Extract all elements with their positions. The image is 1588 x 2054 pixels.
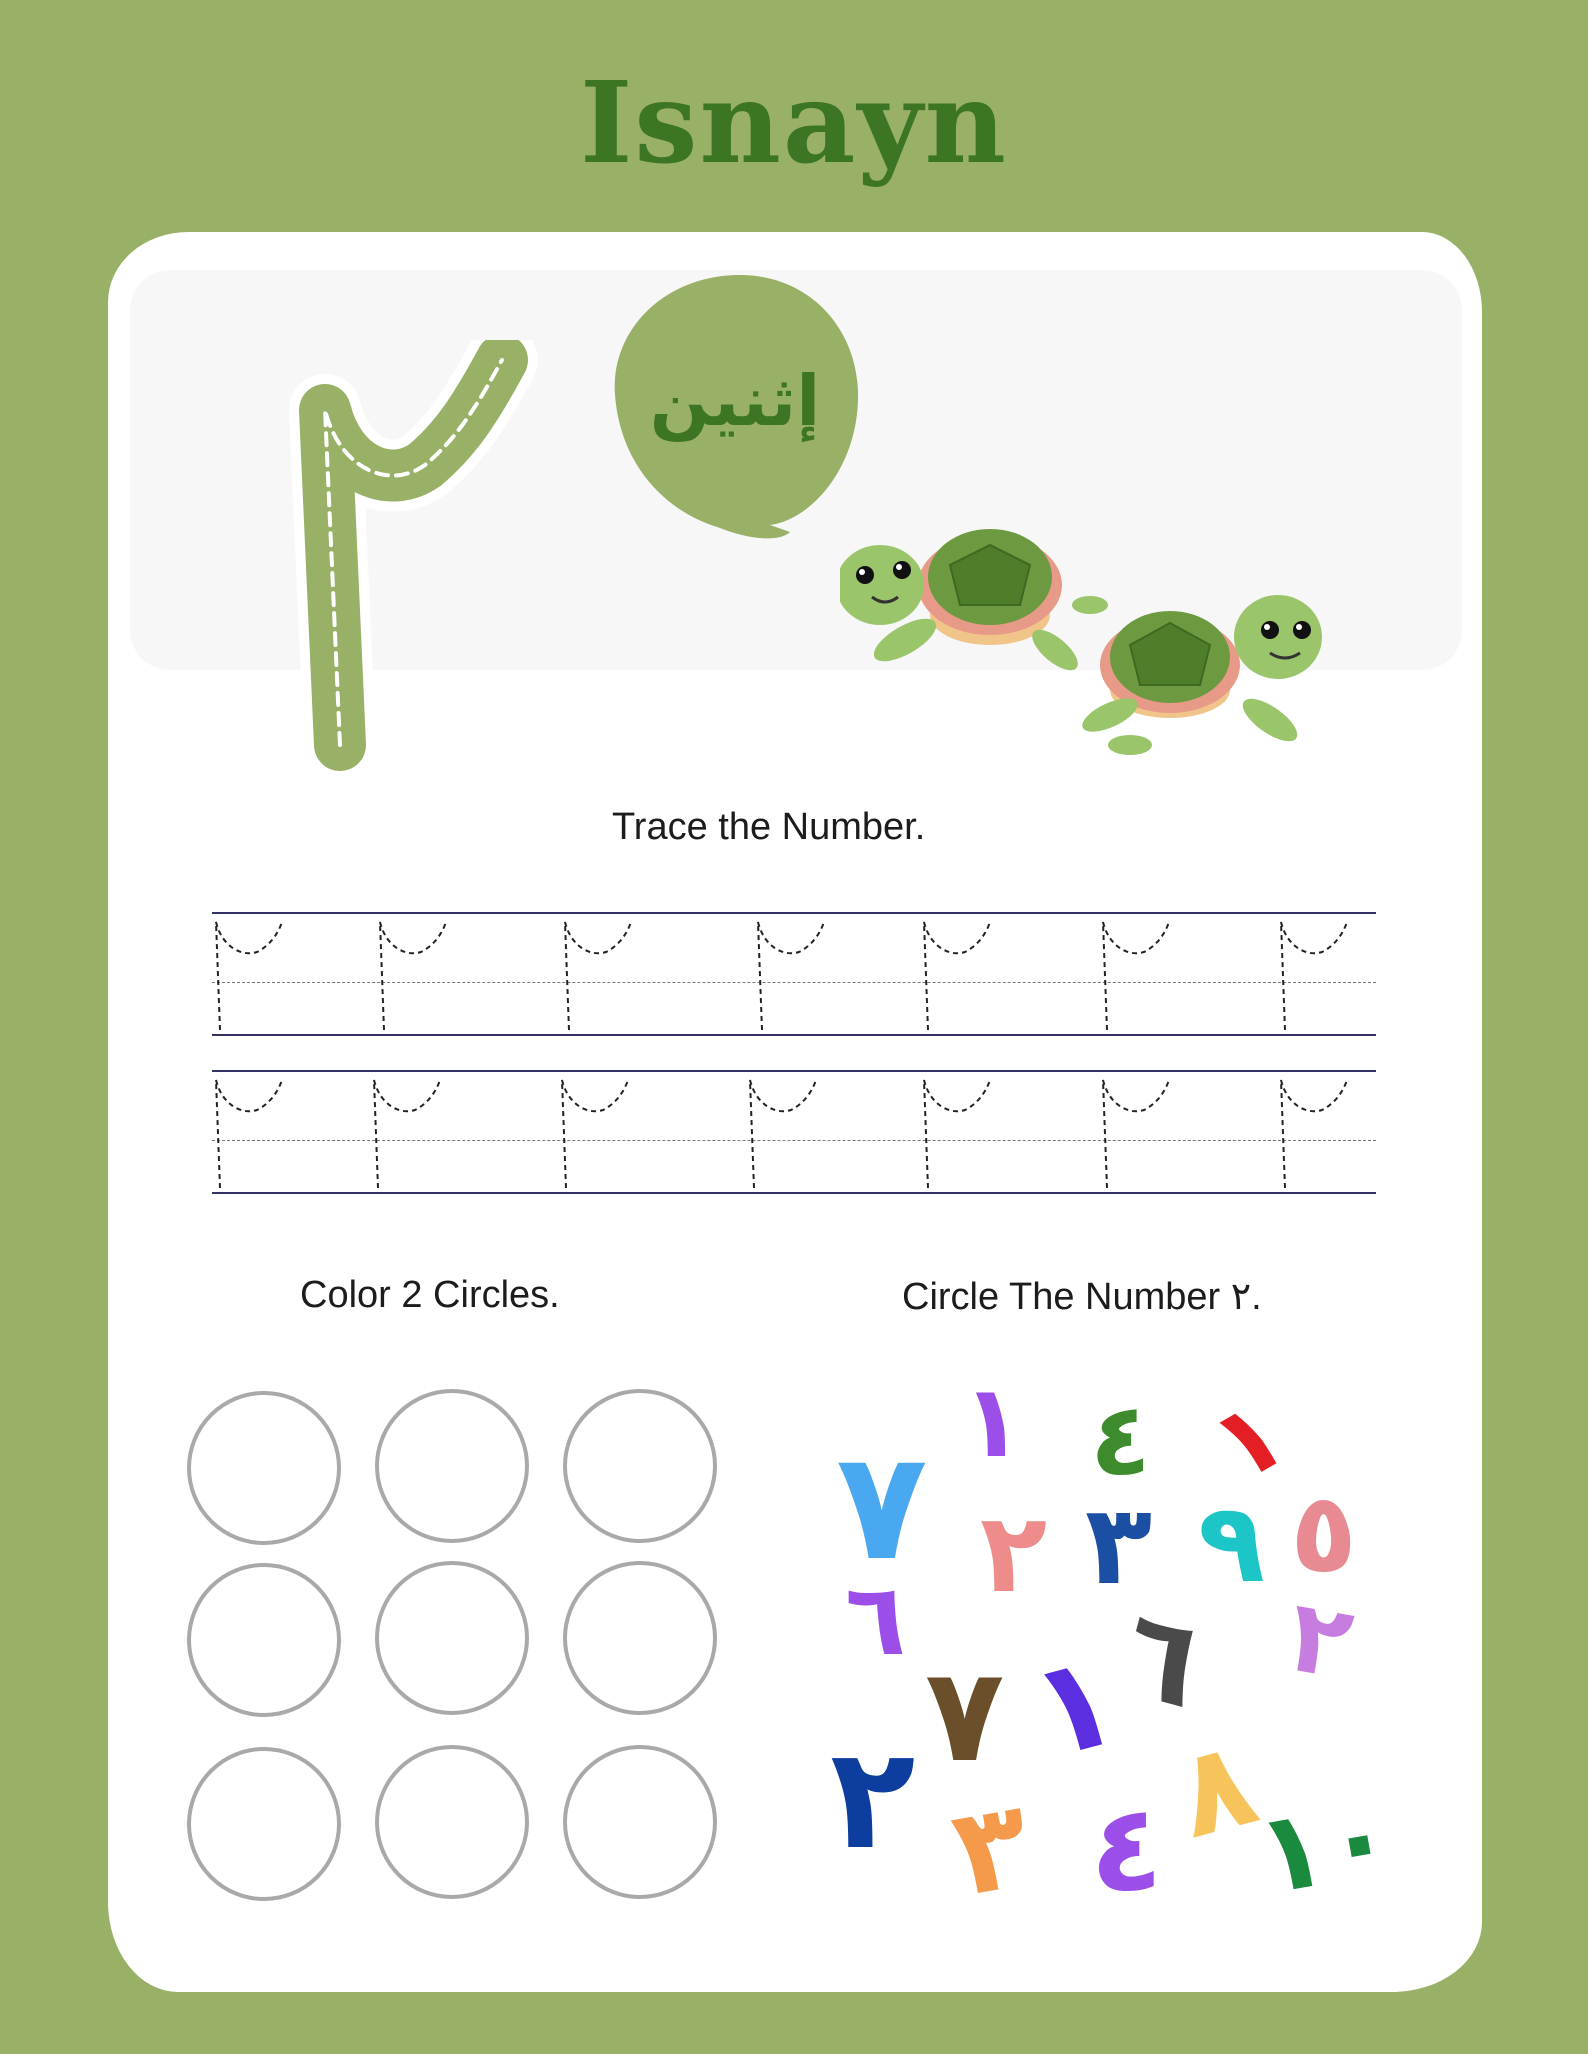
numeral[interactable]: ١ <box>1192 1373 1304 1506</box>
numeral[interactable]: ٦ <box>1108 1582 1216 1737</box>
numeral[interactable]: ١ <box>962 1363 1024 1480</box>
numeral[interactable]: ٨ <box>1163 1712 1270 1867</box>
trace-row <box>212 1070 1376 1194</box>
numeral[interactable]: ٦ <box>845 1561 907 1678</box>
circle-number-heading: Circle The Number ٢. <box>902 1276 1262 1318</box>
big-numeral-two <box>270 340 540 780</box>
color-circle[interactable] <box>563 1389 717 1543</box>
numeral[interactable]: ٧ <box>925 1639 1005 1791</box>
turtle-illustration <box>840 505 1340 765</box>
color-circle[interactable] <box>563 1561 717 1715</box>
numeral[interactable]: ١٠ <box>1247 1770 1403 1920</box>
numeral[interactable]: ٢ <box>1280 1576 1361 1703</box>
numeral[interactable]: ٣ <box>943 1774 1040 1925</box>
color-circle[interactable] <box>187 1747 341 1901</box>
trace-heading: Trace the Number. <box>612 806 926 848</box>
page-title: Isnayn <box>580 58 1008 189</box>
arabic-word: إثنين <box>649 360 821 442</box>
numeral[interactable]: ٤ <box>1090 1381 1152 1498</box>
trace-guides <box>212 1070 1376 1194</box>
color-circle[interactable] <box>187 1391 341 1545</box>
numeral[interactable]: ٢ <box>830 1718 916 1881</box>
numeral[interactable]: ٧ <box>836 1420 928 1594</box>
color-heading: Color 2 Circles. <box>300 1274 560 1316</box>
trace-row <box>212 912 1376 1036</box>
color-circle[interactable] <box>375 1561 529 1715</box>
numeral[interactable]: ٥ <box>1290 1469 1358 1597</box>
color-circle[interactable] <box>563 1745 717 1899</box>
numeral[interactable]: ١ <box>1016 1621 1133 1789</box>
numeral[interactable]: ٣ <box>1085 1481 1153 1609</box>
color-circle[interactable] <box>375 1389 529 1543</box>
trace-guides <box>212 912 1376 1036</box>
numeral[interactable]: ٤ <box>1090 1780 1164 1919</box>
numeral[interactable]: ٩ <box>1198 1479 1266 1607</box>
numeral[interactable]: ٢ <box>980 1489 1048 1617</box>
color-circle[interactable] <box>187 1563 341 1717</box>
color-circle[interactable] <box>375 1745 529 1899</box>
